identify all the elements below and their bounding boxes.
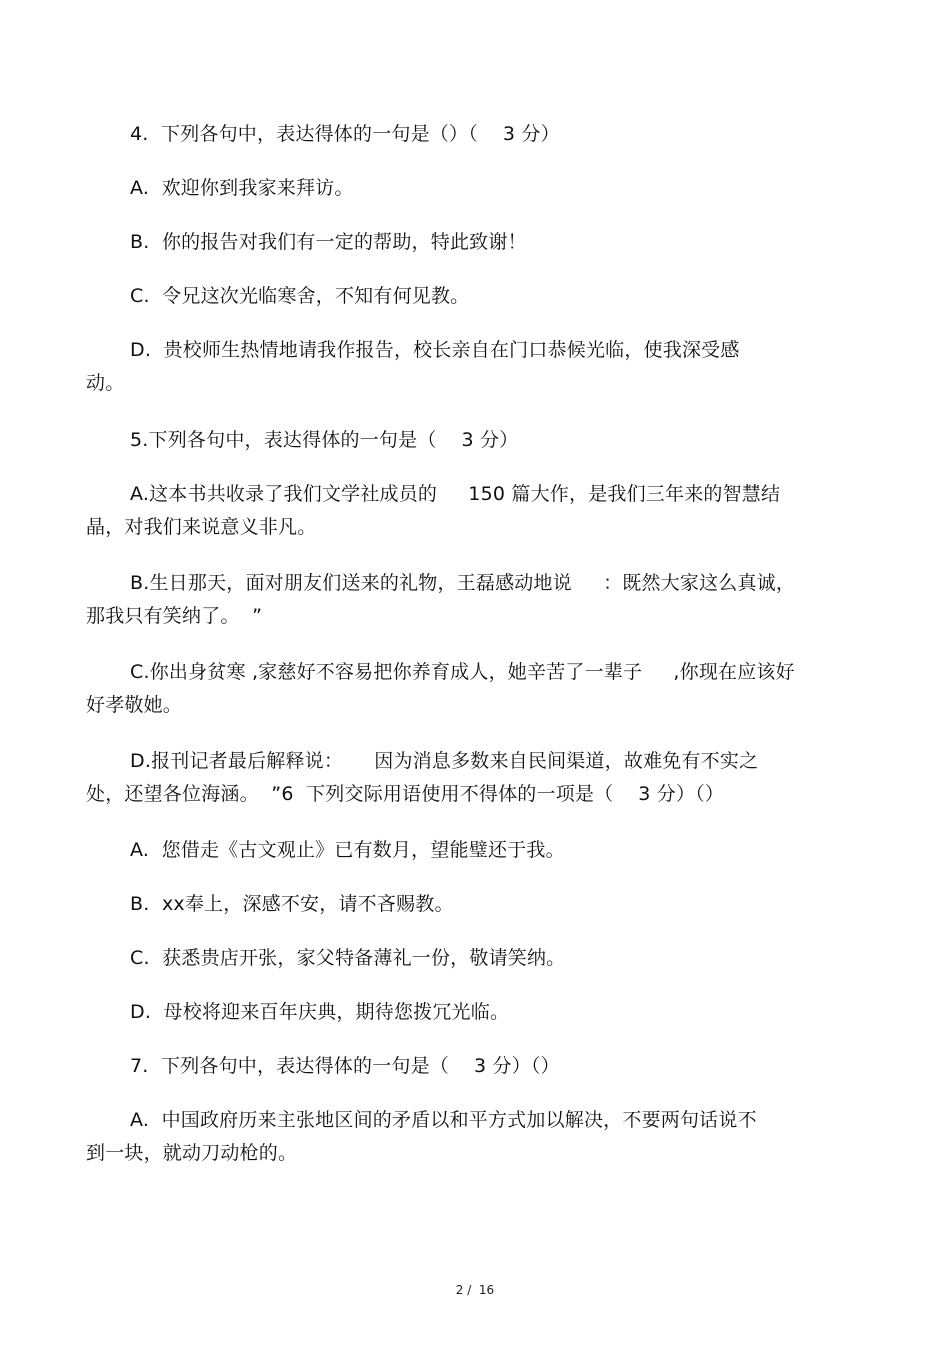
question-5-option-a: A.这本书共收录了我们文学社成员的 150 篇大作，是我们三年来的智慧结 [130, 483, 781, 505]
question-6-option-b: B. xx奉上，深感不安，请不吝赐教。 [130, 893, 454, 915]
question-4-option-d: D. 贵校师生热情地请我作报告，校长亲自在门口恭候光临，使我深受感 [130, 339, 740, 361]
question-7-option-a-continued: 到一块，就动刀动枪的。 [86, 1142, 298, 1164]
question-6-option-a: A. 您借走《古文观止》已有数月，望能璧还于我。 [130, 839, 565, 861]
question-4-option-c: C. 令兄这次光临寒舍，不知有何见教。 [130, 285, 470, 307]
page-number: 2 / 16 [455, 1283, 495, 1297]
question-5-option-c: C.你出身贫寒 ,家慈好不容易把你养育成人，她辛苦了一辈子 ,你现在应该好 [130, 661, 795, 683]
question-7-stem: 7. 下列各句中，表达得体的一句是（ 3 分）（） [130, 1055, 560, 1077]
question-5-option-a-continued: 晶，对我们来说意义非凡。 [86, 516, 317, 538]
question-5-option-d-continued-and-question-6-stem: 处，还望各位海涵。 ”6 下列交际用语使用不得体的一项是（ 3 分）（） [86, 783, 725, 805]
question-4-stem: 4. 下列各句中，表达得体的一句是（）（ 3 分） [130, 123, 560, 145]
question-6-option-c: C. 获悉贵店开张，家父特备薄礼一份，敬请笑纳。 [130, 947, 566, 969]
question-4-option-b: B. 你的报告对我们有一定的帮助，特此致谢！ [130, 231, 527, 253]
question-5-option-b: B.生日那天，面对朋友们送来的礼物，王磊感动地说 ：既然大家这么真诚， [130, 572, 796, 594]
question-4-option-d-continued: 动。 [86, 372, 125, 394]
question-6-option-d: D. 母校将迎来百年庆典，期待您拨冗光临。 [130, 1001, 510, 1023]
question-5-option-c-continued: 好孝敬她。 [86, 694, 183, 716]
question-7-option-a: A. 中国政府历来主张地区间的矛盾以和平方式加以解决，不要两句话说不 [130, 1109, 757, 1131]
question-5-option-b-continued: 那我只有笑纳了。 ” [86, 605, 263, 627]
question-5-stem: 5.下列各句中，表达得体的一句是（ 3 分） [130, 429, 519, 451]
question-5-option-d: D.报刊记者最后解释说： 因为消息多数来自民间渠道，故难免有不实之 [130, 750, 759, 772]
question-4-option-a: A. 欢迎你到我家来拜访。 [130, 177, 354, 199]
